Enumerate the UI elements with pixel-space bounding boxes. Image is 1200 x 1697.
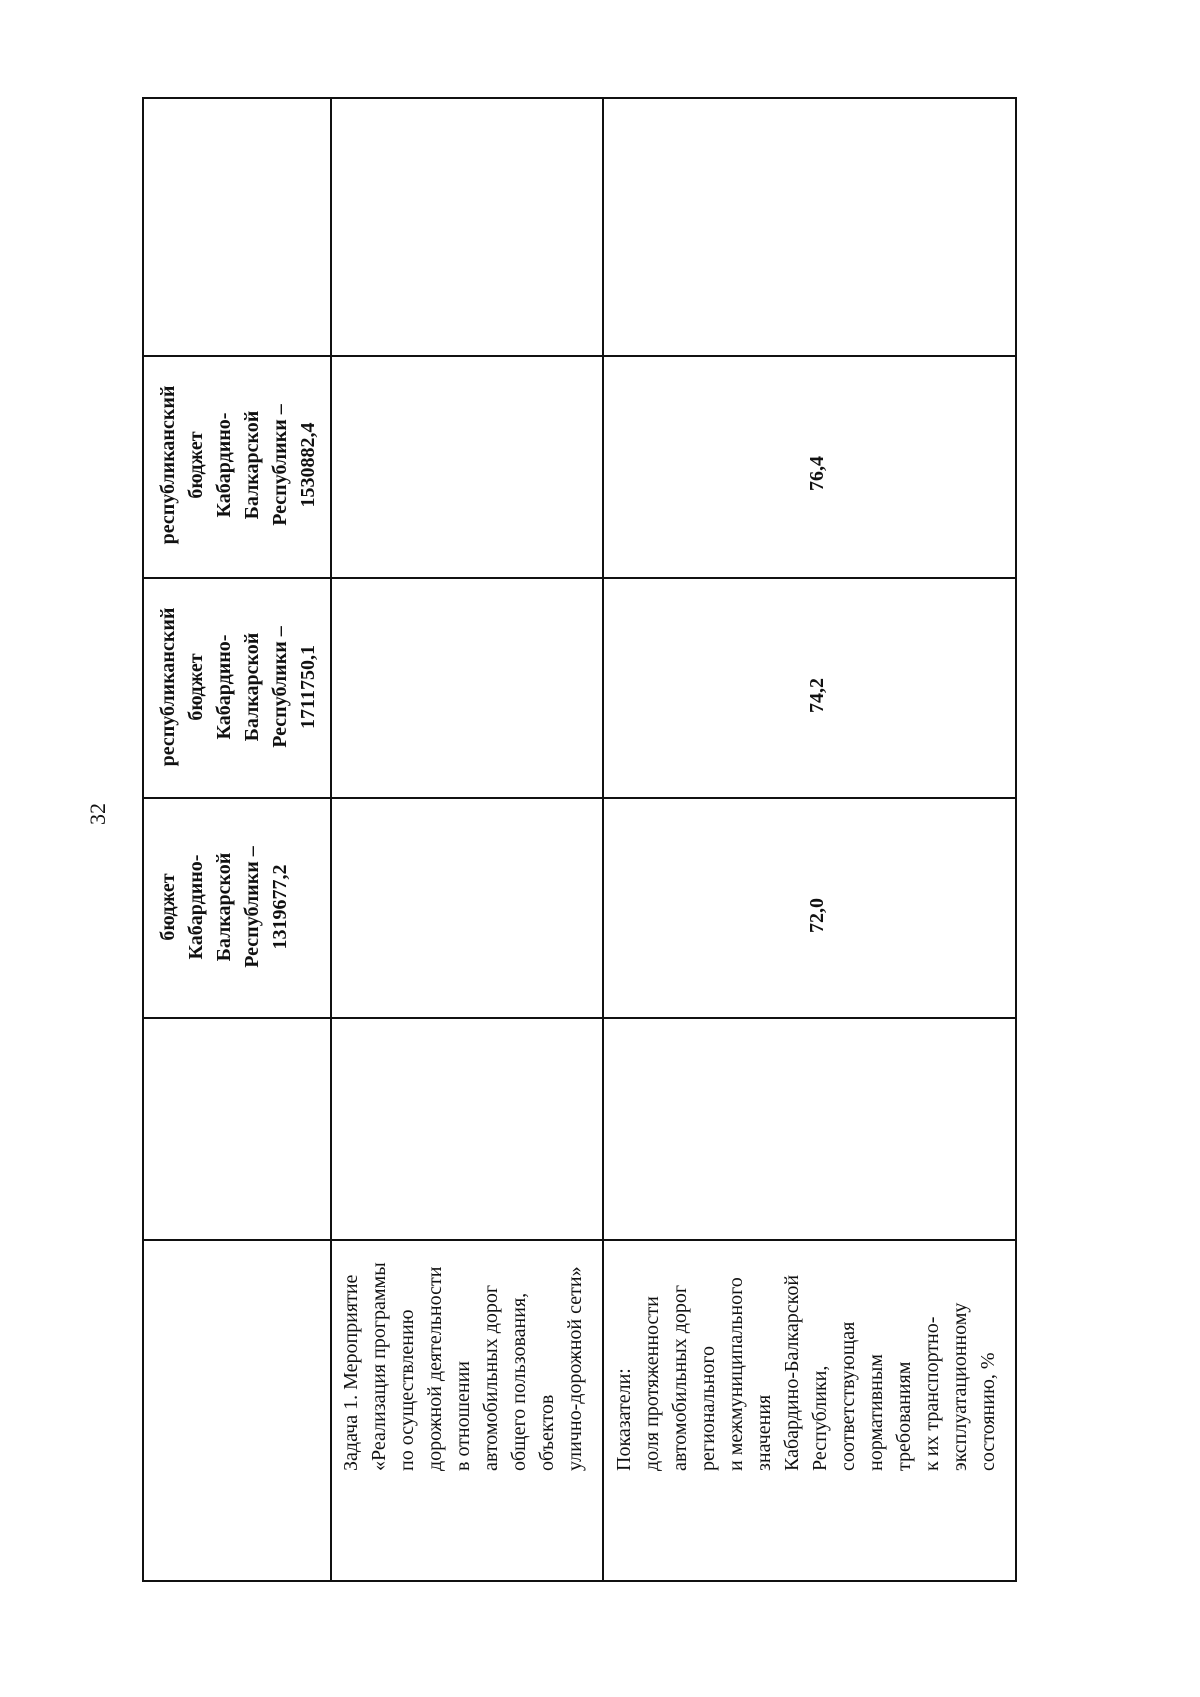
- indicator-cell: Показатели: доля протяженности автомобильных дорог регионального и межмуниципального значения Кабардино-Балкарской Республики, соответствующая нормативным требованиям к их транспортно- эксплуатационному состоянию, %: [613, 1274, 999, 1471]
- task-1-cell: Задача 1. Мероприятие «Реализация программы по осуществлению дорожной деятельности в отношении автомобильных дорог общего пользования, объектов улично-дорожной сети»: [340, 1262, 586, 1471]
- divider-col-3-4: [144, 577, 1015, 579]
- divider-col-4-5: [144, 355, 1015, 357]
- funding-cell-3: республиканский бюджет Кабардино- Балкарской Республики – 1530882,4: [157, 385, 319, 545]
- indicator-value-2: 74,2: [806, 678, 828, 713]
- program-table: [142, 97, 1017, 1582]
- funding-cell-1: бюджет Кабардино- Балкарской Республики – 1319677,2: [157, 846, 291, 968]
- indicator-value-1: 72,0: [806, 898, 828, 933]
- funding-cell-2: республиканский бюджет Кабардино- Балкарской Республики – 1711750,1: [157, 607, 319, 767]
- indicator-value-3: 76,4: [806, 456, 828, 491]
- page-number: 32: [85, 803, 110, 825]
- divider-task-row: [602, 99, 604, 1580]
- divider-col-1-2: [144, 1017, 1015, 1019]
- divider-col-2-3: [144, 797, 1015, 799]
- divider-header-row: [330, 99, 332, 1580]
